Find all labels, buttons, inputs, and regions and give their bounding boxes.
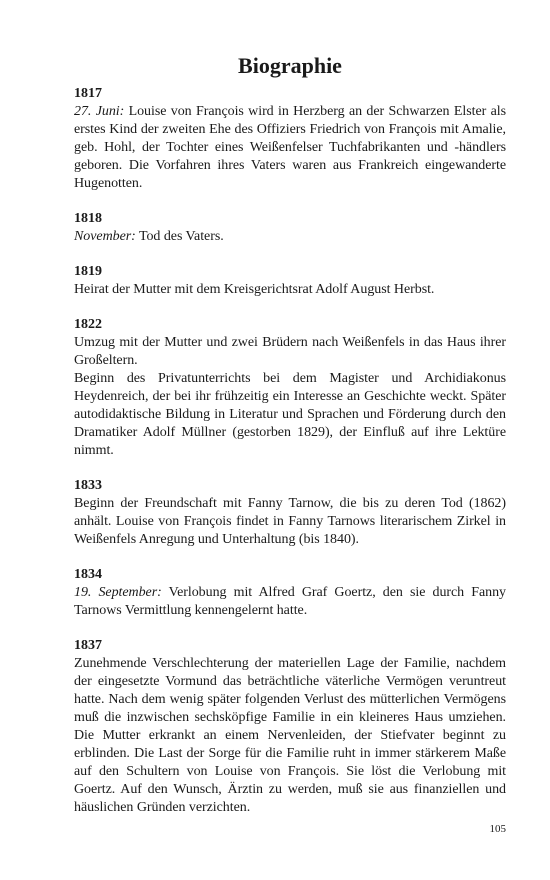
entry-body: Umzug mit der Mutter und zwei Brüdern nach Weißenfels in das Haus ihrer Großeltern. xyxy=(74,335,506,368)
entry-year: 1818 xyxy=(74,211,102,226)
entry-date-lead: 27. Juni: xyxy=(74,104,125,119)
entry-body: Louise von François wird in Herzberg an der Schwarzen Elster als erstes Kind der zweiten Ehe des Offiziers Friedrich von François mit Amalie, geb. Hohl, der Tochter eines Weißenfelser Tuchfabrikanten und -händlers geboren. Die Vorfahren ihres Vaters waren aus Frankreich eingewanderte Hugenotten. xyxy=(74,104,506,191)
entry-1834 xyxy=(74,566,506,620)
entry-text xyxy=(74,495,506,549)
entry-1833 xyxy=(74,477,506,549)
entry-body: Verlobung mit Alfred Graf Goertz, den sie durch Fanny Tarnows Vermittlung kennengelernt hatte. xyxy=(74,585,506,618)
entry-text xyxy=(74,370,506,460)
entry-1822 xyxy=(74,316,506,460)
entry-year: 1822 xyxy=(74,317,102,332)
entry-body: Tod des Vaters. xyxy=(135,229,224,244)
entry-date-lead: 19. September: xyxy=(74,585,162,600)
entry-year: 1819 xyxy=(74,264,102,279)
entry-text xyxy=(74,228,506,246)
entry-text xyxy=(74,281,506,299)
entry-year: 1837 xyxy=(74,638,102,653)
entry-year: 1833 xyxy=(74,478,102,493)
entry-body: Heirat der Mutter mit dem Kreisgerichtsrat Adolf August Herbst. xyxy=(74,282,435,297)
entry-year: 1834 xyxy=(74,567,102,582)
entry-year: 1817 xyxy=(74,86,102,101)
page-body xyxy=(74,52,506,834)
entry-body: Beginn des Privatunterrichts bei dem Magister und Archidiakonus Heydenreich, der bei ihr frühzeitig ein Interesse an Geschichte weckt. Später autodidaktische Bildung in Literatur und Sprachen und Förderung durch den Dramatiker Adolf Müllner (gestorben 1829), der Einfluß auf ihre Lektüre nimmt. xyxy=(74,371,506,458)
entry-text xyxy=(74,655,506,817)
entry-text xyxy=(74,334,506,370)
entry-1819 xyxy=(74,263,506,299)
page-number: 105 xyxy=(489,823,506,835)
entry-1837 xyxy=(74,637,506,817)
entry-1818 xyxy=(74,210,506,246)
entry-text xyxy=(74,584,506,620)
entry-body: Zunehmende Verschlechterung der materiellen Lage der Familie, nachdem der eingesetzte Vormund das beträchtliche väterliche Vermögen veruntreut hatte. Nach dem wenig später folgenden Verlust des mütterlichen Vermögens muß die inzwischen sechsköpfige Familie in ein kleineres Haus umziehen. Die Mutter erkrankt an einem Nervenleiden, der Stiefvater beginnt zu erblinden. Die Last der Sorge für die Familie ruht in immer stärkerem Maße auf den Schultern von Louise von François. Sie löst die Verlobung mit Goertz. Auf den Wunsch, Ärztin zu werden, muß sie aus finanziellen und häuslichen Gründen verzichten. xyxy=(74,656,506,815)
entry-text xyxy=(74,103,506,193)
page-title: Biographie xyxy=(238,53,342,78)
entry-1817 xyxy=(74,85,506,193)
entry-date-lead: November: xyxy=(74,229,136,244)
entry-body: Beginn der Freundschaft mit Fanny Tarnow, die bis zu deren Tod (1862) anhält. Louise von François findet in Fanny Tarnows literarischem Zirkel in Weißenfels Anregung und Unterhaltung (bis 1840). xyxy=(74,496,506,547)
